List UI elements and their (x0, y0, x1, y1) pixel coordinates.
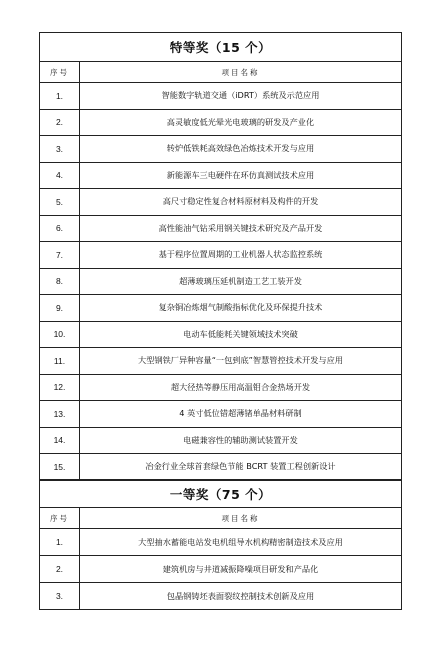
table-row (40, 454, 402, 481)
row-number: 3. (40, 583, 80, 610)
table-row (40, 268, 402, 295)
first-prize-title-row (40, 480, 402, 508)
row-number: 14. (40, 427, 80, 454)
table-row (40, 321, 402, 348)
row-number: 6. (40, 215, 80, 242)
table-row (40, 109, 402, 136)
column-header-name: 项目名称 (80, 508, 402, 529)
first-prize-title: 一等奖（75 个） (40, 480, 402, 508)
table-row (40, 529, 402, 556)
column-header-no: 序号 (40, 508, 80, 529)
table-row (40, 189, 402, 216)
project-name: 转炉低铁耗高效绿色冶炼技术开发与应用 (80, 136, 402, 163)
row-number: 15. (40, 454, 80, 481)
project-name: 电磁兼容性的辅助测试装置开发 (80, 427, 402, 454)
table-row (40, 162, 402, 189)
project-name: 超大径热等静压用高温钼合金热场开发 (80, 374, 402, 401)
project-name: 超薄玻璃压延机制造工艺工装开发 (80, 268, 402, 295)
table-row (40, 583, 402, 610)
row-number: 13. (40, 401, 80, 428)
row-number: 12. (40, 374, 80, 401)
project-name: 包晶钢铸坯表面裂纹控制技术创新及应用 (80, 583, 402, 610)
table-row (40, 556, 402, 583)
first-prize-table (39, 479, 402, 610)
row-number: 4. (40, 162, 80, 189)
row-number: 9. (40, 295, 80, 322)
project-name: 冶金行业全球首套绿色节能 BCRT 装置工程创新设计 (80, 454, 402, 481)
table-row (40, 83, 402, 110)
project-name: 高灵敏度低光晕光电玻璃的研发及产业化 (80, 109, 402, 136)
row-number: 1. (40, 83, 80, 110)
row-number: 1. (40, 529, 80, 556)
column-header-no: 序号 (40, 62, 80, 83)
column-header-name: 项目名称 (80, 62, 402, 83)
table-row (40, 215, 402, 242)
project-name: 大型抽水蓄能电站发电机组导水机构精密制造技术及应用 (80, 529, 402, 556)
special-prize-title: 特等奖（15 个） (40, 33, 402, 62)
project-name: 电动车低能耗关键领域技术突破 (80, 321, 402, 348)
special-prize-title-row (40, 33, 402, 62)
row-number: 8. (40, 268, 80, 295)
table-row (40, 242, 402, 269)
table-row (40, 295, 402, 322)
table-row (40, 401, 402, 428)
row-number: 10. (40, 321, 80, 348)
row-number: 2. (40, 109, 80, 136)
row-number: 11. (40, 348, 80, 375)
table-row (40, 348, 402, 375)
project-name: 基于程序位置周期的工业机器人状态监控系统 (80, 242, 402, 269)
table-row (40, 136, 402, 163)
project-name: 大型钢铁厂异种容量“一包到底”智慧管控技术开发与应用 (80, 348, 402, 375)
project-name: 4 英寸低位错超薄锗单晶材料研制 (80, 401, 402, 428)
first-prize-header-row (40, 508, 402, 529)
project-name: 智能数字轨道交通（iDRT）系统及示范应用 (80, 83, 402, 110)
row-number: 5. (40, 189, 80, 216)
project-name: 建筑机房与井道减振降噪项目研发和产品化 (80, 556, 402, 583)
project-name: 高尺寸稳定性复合材料原材料及构件的开发 (80, 189, 402, 216)
table-row (40, 374, 402, 401)
project-name: 新能源车三电硬件在环仿真测试技术应用 (80, 162, 402, 189)
project-name: 复杂铜冶炼烟气制酸指标优化及环保提升技术 (80, 295, 402, 322)
special-prize-header-row (40, 62, 402, 83)
table-row (40, 427, 402, 454)
row-number: 3. (40, 136, 80, 163)
project-name: 高性能油气钻采用钢关键技术研究及产品开发 (80, 215, 402, 242)
row-number: 2. (40, 556, 80, 583)
special-prize-table (39, 32, 402, 481)
row-number: 7. (40, 242, 80, 269)
